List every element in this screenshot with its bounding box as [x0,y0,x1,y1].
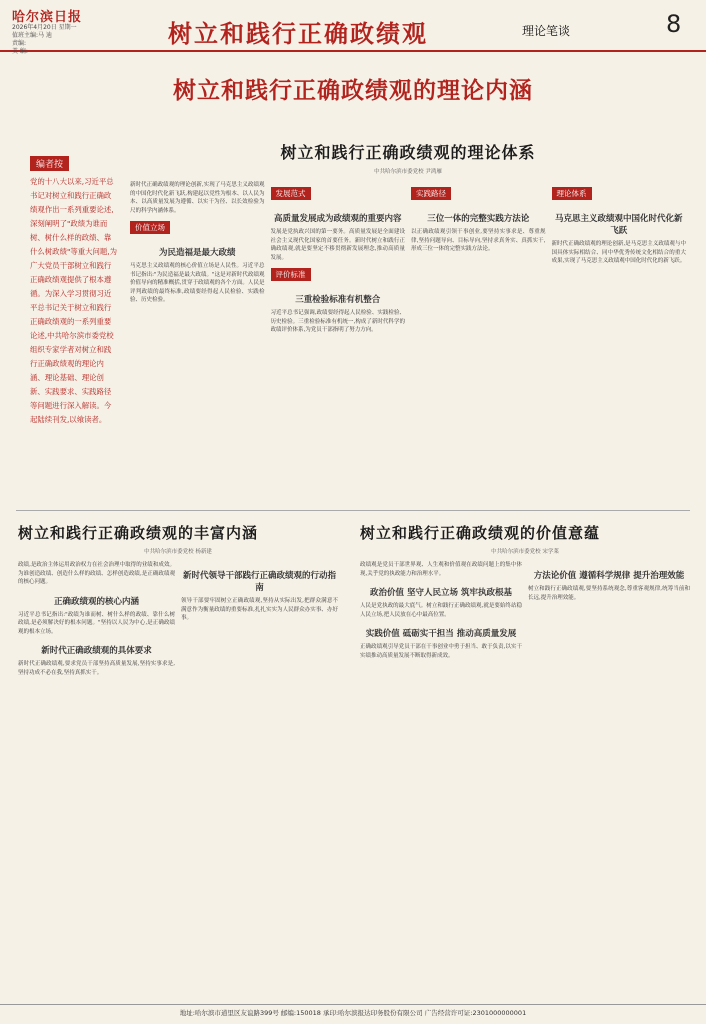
section-heading: 高质量发展成为政绩观的重要内容 [273,214,402,224]
section-title: 树立和践行正确政绩观 [168,20,428,48]
article-intro: 政绩观是党员干部世界观、人生观和价值观在政绩问题上的集中体现,关乎党的执政能力和治理水平。 [360,562,522,577]
issue-date: 2026年4月20日 星期一 [12,24,77,31]
article-theory-system [130,140,686,500]
section-body: 习近平总书记强调,政绩要经得起人民检验、实践检验、历史检验。三重检验标准有机统一,构成了新时代科学的政绩评价体系,为党员干部指明了努力方向。 [270,310,405,333]
duty-editor: 值班主编:马 迪 [12,32,52,39]
section-body: 新时代正确政绩观的理论创新,是马克思主义政绩观与中国具体实际相结合、同中华优秀传统文化相结合的重大成果,实现了马克思主义政绩观中国化时代化的新飞跃。 [551,241,686,264]
editor: 责编: [12,40,27,47]
section-body: 正确政绩观引导党员干部在干事创业中勇于担当、敢于负责,以实干实绩推动高质量发展不断取得新成效。 [360,644,522,659]
article-byline: 中共哈尔滨市委党校 尹鸿雁 [374,169,442,175]
section-body: 习近平总书记指出:"政绩为谁而树、树什么样的政绩、靠什么树政绩,是必须解决好的根本问题。"坚持以人民为中心,是正确政绩观的根本立场。 [18,611,175,635]
editor-note [30,152,118,427]
article-columns [18,561,338,677]
page-number: 8 [666,10,682,38]
section-divider [16,510,690,511]
section-heading: 方法论价值 遵循科学规律 提升治理效能 [533,571,685,581]
article-columns [360,561,690,660]
article-title: 树立和践行正确政绩观的丰富内涵 [18,524,259,542]
section-heading: 马克思主义政绩观中国化时代化新飞跃 [554,214,683,236]
section-body: 以正确政绩观引领干事创业,要坚持实事求是、尊重规律,坚持问题导向、目标导向,坚持求真务实、真抓实干,形成三位一体的完整实践方法论。 [411,229,546,252]
section-body: 马克思主义政绩观的核心价值立场是人民性。习近平总书记指出:"为民造福是最大政绩。"这是对新时代政绩观价值导向的精准概括,贯穿于政绩观的各个方面。人民是评判政绩的最终标准,政绩要经得起人民检验、实践检验、历史检验。 [130,263,265,303]
article-intro: 政绩,是政治主体运用政治权力在社会治理中取得的业绩和成效。为谁创造政绩、创造什么样的政绩、怎样创造政绩,是正确政绩观的核心问题。 [18,562,175,585]
page-footer: 地址:哈尔滨市道里区友谊路399号 邮编:150018 承印:哈尔滨报达印务股份有限公司 广告经营许可证:2301000000001 [0,1004,706,1021]
masthead [0,0,706,55]
article-intro: 新时代正确政绩观的理论创新,实现了马克思主义政绩观的中国化时代化新飞跃,构建起以党性为根本、以人民为本、以高质量发展为遵循、以实干为径、以长效检验为尺的科学内涵体系。 [130,182,265,214]
section-body: 领导干部要牢固树立正确政绩观,坚持从实际出发,把群众满意不满意作为衡量政绩的重要标准,扎扎实实为人民群众办实事、办好事。 [181,598,338,621]
subhead-tag: 评价标准 [271,268,311,281]
subhead-tag: 实践路径 [411,187,451,200]
subhead-tag: 发展范式 [271,187,311,200]
section-heading: 政治价值 坚守人民立场 筑牢执政根基 [370,588,512,598]
section-body: 新时代正确政绩观,要求党员干部坚持高质量发展,坚持实事求是,坚持功成不必在我,坚持真抓实干。 [18,661,175,676]
section-body: 人民是党执政的最大底气。树立和践行正确政绩观,就是要始终站稳人民立场,把人民放在心中最高位置。 [360,603,522,618]
editor-note-tag: 编者按 [30,156,69,171]
subhead-tag: 价值立场 [130,221,170,234]
article-title: 树立和践行正确政绩观的价值意蕴 [360,524,601,542]
section-subtitle: 理论笔谈 [522,24,571,38]
article-value-significance [360,522,690,998]
article-title: 树立和践行正确政绩观的理论体系 [280,143,536,162]
section-heading: 三位一体的完整实践方法论 [427,214,530,224]
page-headline: 树立和践行正确政绩观的理论内涵 [173,78,533,104]
section-heading: 三重检验标准有机整合 [295,295,381,305]
section-heading: 为民造福是最大政绩 [158,248,236,258]
subhead-tag: 理论体系 [552,187,592,200]
section-heading: 实践价值 砥砺实干担当 推动高质量发展 [365,629,517,639]
article-rich-connotation [18,522,338,998]
section-heading: 新时代领导干部践行正确政绩观的行动指南 [182,571,336,593]
article-byline: 中共哈尔滨市委党校 杨新建 [144,549,212,555]
masthead-meta [12,24,77,56]
paper-name: 哈尔滨日报 [12,10,83,25]
designer: 美 编: [12,48,28,55]
editor-note-text: 党的十八大以来,习近平总书记对树立和践行正确政绩观作出一系列重要论述,深刻阐明了"政绩为谁而树、树什么样的政绩、靠什么树政绩"等重大问题,为广大党员干部树立和践行正确政绩观提供了根本遵循。为深入学习贯彻习近平总书记关于树立和践行正确政绩观的一系列重要论述,中共哈尔滨市委党校组织专家学者对树立和践行正确政绩观的理论内涵、理论基础、理论创新、实践要求、实践路径等问题进行深入解读。今起陆续刊发,以飨读者。 [30,177,118,424]
section-body: 树立和践行正确政绩观,要坚持系统观念,尊重客观规律,统筹当前和长远,提升治理效能。 [528,586,690,601]
section-heading: 正确政绩观的核心内涵 [53,596,139,607]
section-body: 发展是党执政兴国的第一要务。高质量发展是全面建设社会主义现代化国家的首要任务。新时代树立和践行正确政绩观,就是要坚定不移贯彻新发展理念,推动高质量发展。 [270,229,405,261]
section-heading: 新时代正确政绩观的具体要求 [41,646,152,656]
article-columns [130,181,686,335]
article-byline: 中共哈尔滨市委党校 宋学莱 [491,549,559,555]
